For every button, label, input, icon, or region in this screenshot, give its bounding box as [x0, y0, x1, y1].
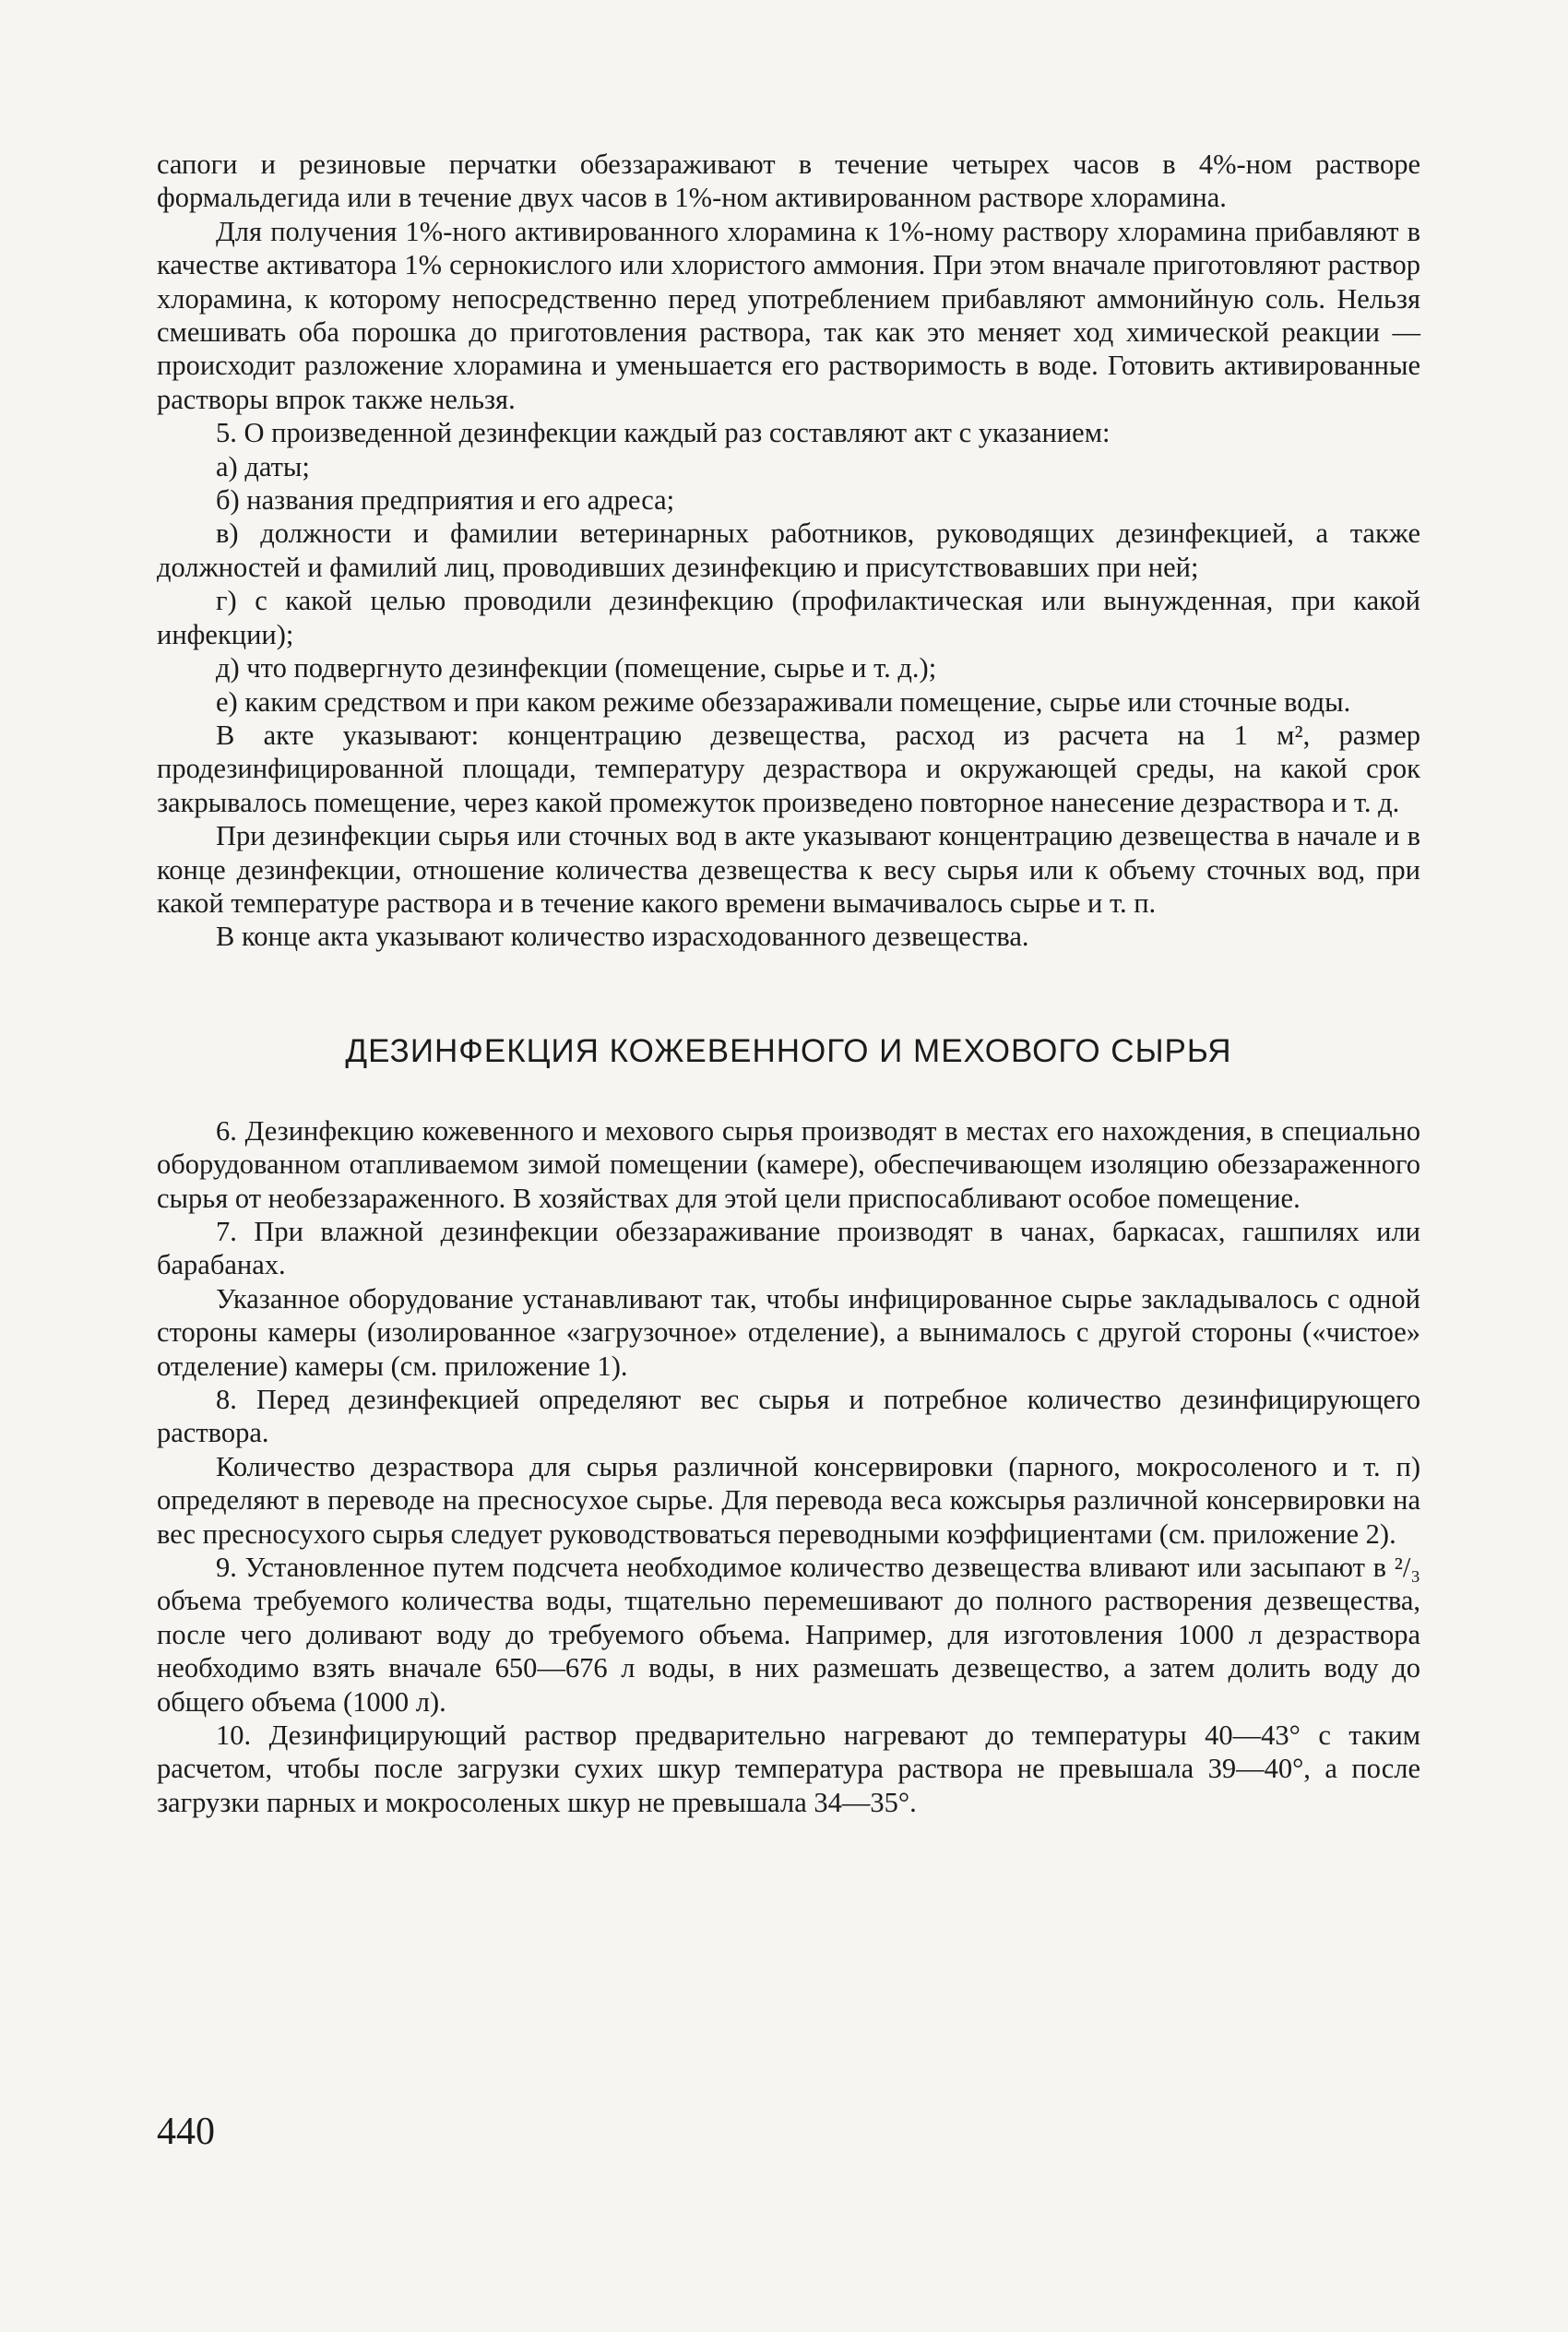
list-item-d: д) что подвергнуто дезинфекции (помещение, сырье и т. д.); [216, 652, 937, 684]
list-item-v: в) должности и фамилии ветеринарных работников, руководящих дезинфекцией, а также должностей и фамилий лиц, проводивших дезинфекцию и присутствовавших при ней; [157, 518, 1420, 583]
section-title: ДЕЗИНФЕКЦИЯ КОЖЕВЕННОГО И МЕХОВОГО СЫРЬЯ [345, 1032, 1232, 1069]
paragraph-item-10: 10. Дезинфицирующий раствор предварительно нагревают до температуры 40—43° с таким расчетом, чтобы после загрузки сухих шкур температура раствора не превышала 39—40°, а после загрузки парных и мокросоленых шкур не превышала 34—35°. [157, 1719, 1420, 1818]
paragraph-item-6: 6. Дезинфекцию кожевенного и мехового сырья производят в местах его нахождения, в специально оборудованном отапливаемом зимой помещении (камере), обеспечивающем изоляцию обеззараженного сырья от необеззараженного. В хозяйствах для этой цели приспосабливают особое помещение. [157, 1114, 1420, 1214]
list-item-e: е) каким средством и при каком режиме обеззараживали помещение, сырье или сточные воды. [216, 685, 1351, 718]
paragraph-item-9: 9. Установленное путем подсчета необходимое количество дезвещества вливают или засыпают в ²/₃ объема требуемого количества воды, тщательно перемешивают до полного растворения дезвещества, после чего доливают воду до требуемого объема. Например, для изготовления 1000 л дезраствора необходимо взять вначале 650—676 л воды, в них размешать дезвещество, а затем долить воду до общего объема (1000 л). [157, 1552, 1420, 1718]
list-item-b: б) названия предприятия и его адреса; [216, 484, 675, 517]
paragraph-raw-disinfection-act: При дезинфекции сырья или сточных вод в акте указывают концентрацию дезвещества в начале и в конце дезинфекции, отношение количества дезвещества к весу сырья или к объему сточных вод, при какой температуре раствора и в течение какого времени вымачивалось сырье и т. п. [157, 820, 1420, 919]
paragraph-act-end: В конце акта указывают количество израсходованного дезвещества. [216, 921, 1029, 953]
document-page [157, 148, 1420, 2214]
paragraph-continuation: сапоги и резиновые перчатки обеззараживают в течение четырех часов в 4%-ном растворе формальдегида или в течение двух часов в 1%-ном активированном растворе хлорамина. [157, 149, 1420, 214]
list-item-g: г) с какой целью проводили дезинфекцию (профилактическая или вынужденная, при какой инфекции); [157, 585, 1420, 650]
paragraph-item-8: 8. Перед дезинфекцией определяют вес сырья и потребное количество дезинфицирующего раствора. [157, 1384, 1420, 1449]
paragraph-equipment: Указанное оборудование устанавливают так, чтобы инфицированное сырье закладывалось с одной стороны камеры (изолированное «загрузочное» отделение), а вынималось с другой стороны («чистое» отделение) камеры (см. приложение 1). [157, 1282, 1420, 1382]
paragraph-item-7: 7. При влажной дезинфекции обеззараживание производят в чанах, баркасах, гашпилях или барабанах. [157, 1215, 1420, 1281]
page-number: 440 [157, 2111, 215, 2153]
paragraph-item-5: 5. О произведенной дезинфекции каждый раз составляют акт с указанием: [216, 417, 1111, 449]
list-item-a: а) даты; [216, 450, 310, 482]
paragraph-solution-amount: Количество дезраствора для сырья различной консервировки (парного, мокросоленого и т. п) определяют в переводе на пресносухое сырье. Для перевода веса кожсырья различной консервировки на вес пресносухого сырья следует руководствоваться переводными коэффициентами (см. приложение 2). [157, 1450, 1420, 1550]
paragraph-activated-chloramine: Для получения 1%-ного активированного хлорамина к 1%-ному раствору хлорамина прибавляют в качестве активатора 1% сернокислого или хлористого аммония. При этом вначале приготовляют раствор хлорамина, к которому непосредственно перед употреблением прибавляют аммонийную соль. Нельзя смешивать оба порошка до приготовления раствора, так как это меняет ход химической реакции — происходит разложение хлорамина и уменьшается его растворимость в воде. Готовить активированные растворы впрок также нельзя. [157, 215, 1420, 415]
paragraph-act-contents: В акте указывают: концентрацию дезвещества, расход из расчета на 1 м², размер продезинфицированной площади, температуру дезраствора и окружающей среды, на какой срок закрывалось помещение, через какой промежуток произведено повторное нанесение дезраствора и т. д. [157, 719, 1420, 818]
